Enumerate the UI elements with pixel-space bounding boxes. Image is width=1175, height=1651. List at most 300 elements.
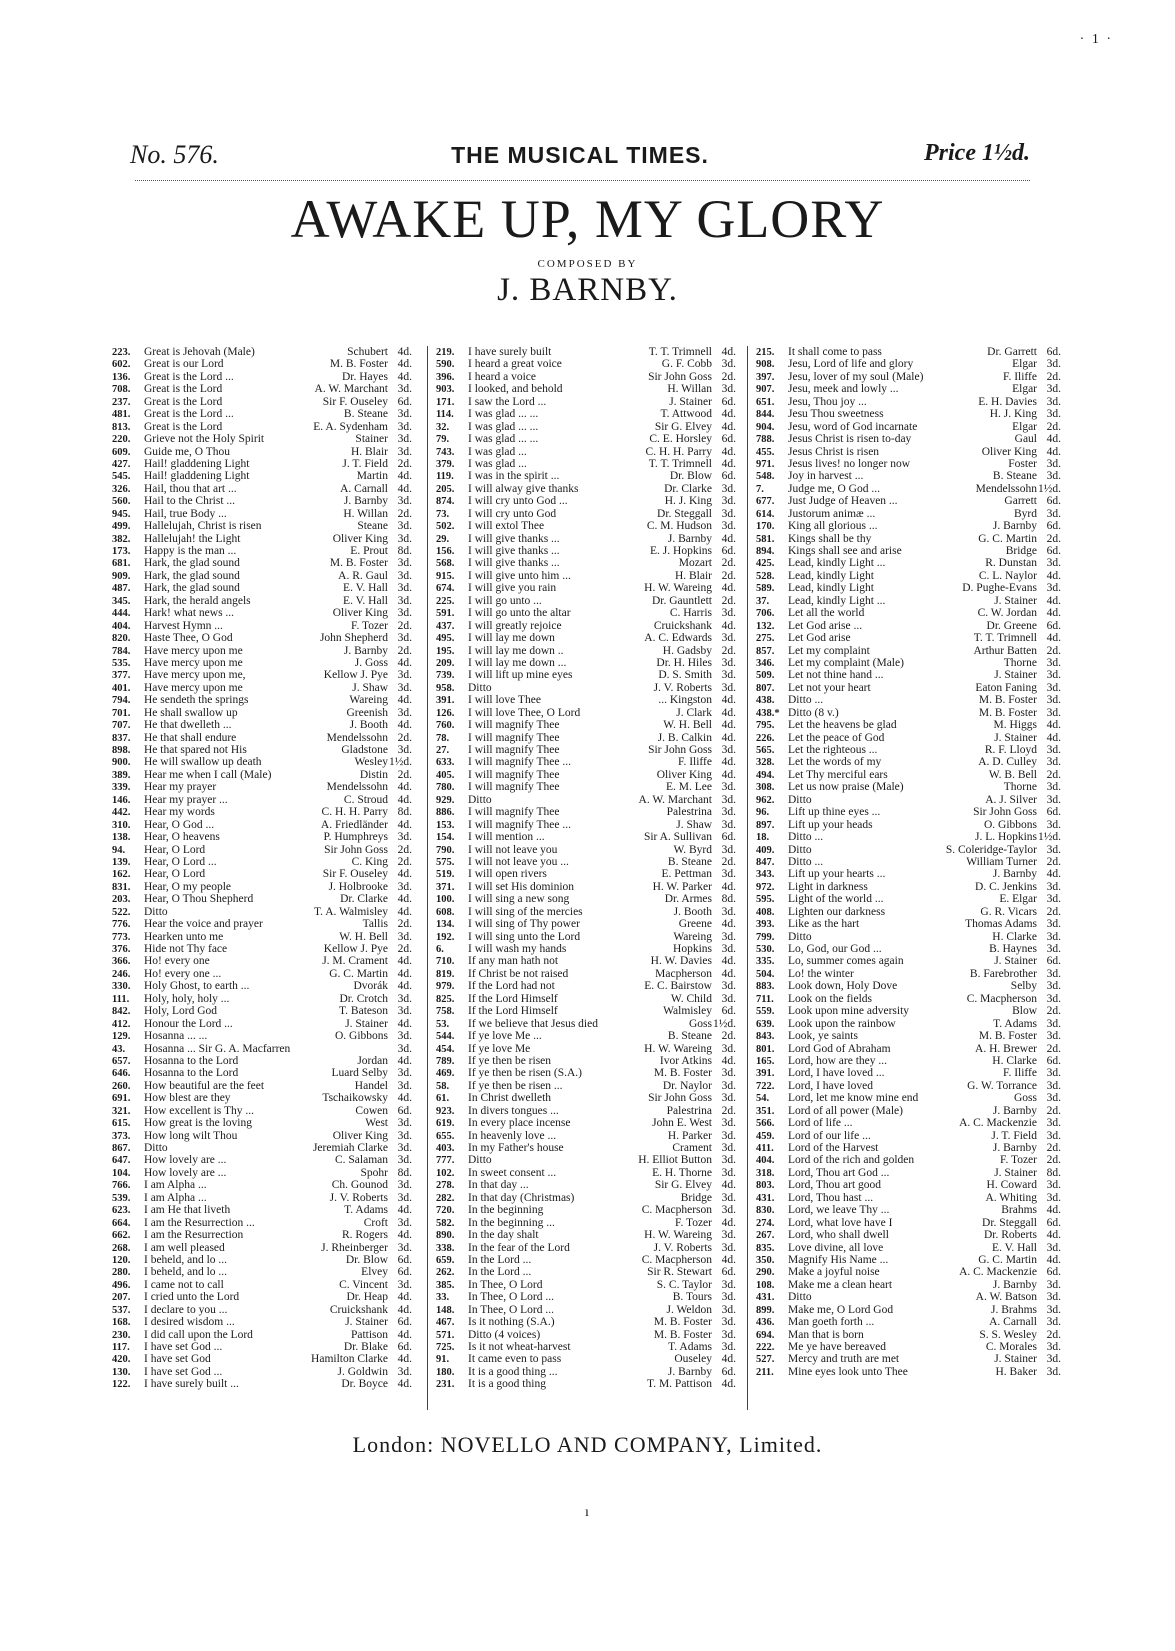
entry-composer: Sir John Goss <box>324 843 388 856</box>
entry-composer: Sir John Goss <box>648 744 712 756</box>
catalogue-entry <box>756 1030 1061 1042</box>
entry-number: 431. <box>756 1192 775 1204</box>
entry-title: I will go unto ... <box>468 594 542 607</box>
entry-number: 180. <box>436 1366 455 1378</box>
catalogue-entry <box>436 1117 736 1129</box>
entry-price: 4d. <box>1046 868 1061 881</box>
entry-price: 3d. <box>1046 1191 1061 1204</box>
entry-title: Hark, the glad sound <box>144 569 240 582</box>
entry-number: 397. <box>756 371 775 383</box>
entry-number: 391. <box>436 695 455 707</box>
catalogue-entry <box>436 906 736 918</box>
entry-title: He will swallow up death <box>144 756 262 769</box>
entry-number: 659. <box>436 1254 455 1266</box>
entry-composer: H. Blair <box>350 445 388 458</box>
catalogue-entry <box>112 1055 412 1067</box>
entry-number: 37. <box>756 595 770 607</box>
entry-composer: T. Adams <box>993 1017 1037 1030</box>
entry-title: If Christ be not raised <box>468 967 569 980</box>
entry-price: 3d. <box>397 1129 412 1142</box>
entry-composer: G. C. Martin <box>978 1253 1037 1266</box>
entry-composer: H. Willan <box>343 507 388 520</box>
entry-price: 3d. <box>1046 967 1061 980</box>
entry-price: 4d. <box>721 346 736 358</box>
entry-title: How excellent is Thy ... <box>144 1104 254 1117</box>
entry-price: 3d. <box>397 420 412 433</box>
entry-number: 32. <box>436 421 450 433</box>
entry-number: 280. <box>112 1267 131 1279</box>
catalogue-entry <box>756 371 1061 383</box>
entry-title: In every place incense <box>468 1117 571 1130</box>
entry-composer: Croft <box>363 1216 388 1229</box>
entry-composer: J. Barnby <box>992 1142 1037 1154</box>
catalogue-entry <box>436 980 736 992</box>
entry-number: 801. <box>756 1043 775 1055</box>
entry-price: 3d. <box>397 1042 412 1055</box>
entry-number: 222. <box>756 1342 775 1353</box>
entry-price: 2d. <box>1046 768 1061 781</box>
entry-price: 3d. <box>1046 1179 1061 1192</box>
catalogue-entry <box>436 470 736 482</box>
entry-title: Great is our Lord <box>144 358 224 371</box>
entry-title: Is it nothing (S.A.) <box>468 1316 555 1329</box>
entry-title: In Christ dwelleth <box>468 1092 552 1105</box>
entry-number: 813. <box>112 421 131 433</box>
entry-number: 290. <box>756 1267 775 1279</box>
catalogue-entry <box>756 1067 1061 1079</box>
catalogue-entry <box>112 595 412 607</box>
entry-composer: H. W. Parker <box>652 880 712 893</box>
entry-composer: M. B. Foster <box>978 694 1037 707</box>
entry-title: I will set His dominion <box>468 880 575 893</box>
entry-number: 929. <box>436 794 455 806</box>
entry-price: 2d. <box>397 457 412 470</box>
catalogue-entry <box>756 881 1061 893</box>
catalogue-entry <box>112 582 412 594</box>
entry-price: 3d. <box>721 1042 736 1055</box>
entry-number: 777. <box>436 1155 455 1167</box>
entry-composer: Sir F. Ouseley <box>322 395 388 408</box>
entry-number: 120. <box>112 1254 131 1266</box>
catalogue-entry <box>112 1142 412 1154</box>
entry-price: 3d. <box>721 1117 736 1130</box>
entry-title: Great is Jehovah (Male) <box>144 346 255 358</box>
catalogue-entry <box>436 582 736 594</box>
entry-price: 3d. <box>1046 1129 1061 1142</box>
catalogue-entry <box>436 1366 736 1378</box>
entry-composer: M. B. Foster <box>978 1030 1037 1043</box>
entry-title: Hear, O God ... <box>144 818 215 831</box>
catalogue-entry <box>436 732 736 744</box>
entry-number: 857. <box>756 645 775 657</box>
entry-price: 3d. <box>721 1067 736 1080</box>
catalogue-entry <box>756 458 1061 470</box>
catalogue-entry <box>112 906 412 918</box>
catalogue-entry <box>436 1018 736 1030</box>
catalogue-entry <box>112 918 412 930</box>
entry-title: Look upon the rainbow <box>788 1017 896 1030</box>
entry-composer: Macpherson <box>655 967 712 980</box>
entry-number: 231. <box>436 1379 455 1391</box>
entry-composer: B. Steane <box>667 1030 712 1043</box>
entry-price: 3d. <box>1046 756 1061 769</box>
entry-composer: E. Pettman <box>661 868 712 881</box>
entry-composer: J. Booth <box>349 719 388 732</box>
entry-composer: J. Holbrooke <box>328 880 388 893</box>
entry-price: 6d. <box>1046 545 1061 557</box>
entry-composer: G. R. Vicars <box>980 905 1037 918</box>
catalogue-column-2 <box>427 346 736 1410</box>
entry-title: Ditto <box>788 843 812 856</box>
entry-number: 119. <box>436 471 454 483</box>
entry-number: 173. <box>112 546 131 557</box>
entry-title: It is a good thing <box>468 1378 546 1391</box>
entry-price: 3d. <box>1046 918 1061 931</box>
entry-price: 6d. <box>1046 495 1061 508</box>
entry-number: 701. <box>112 707 131 719</box>
entry-composer: Dr. Garrett <box>987 346 1037 358</box>
catalogue-entry <box>436 707 736 719</box>
entry-title: I have set God ... <box>144 1341 223 1353</box>
entry-composer: J. Barnby <box>343 644 388 657</box>
entry-title: In that day (Christmas) <box>468 1191 575 1204</box>
entry-price: 3d. <box>721 495 736 508</box>
entry-title: I heard a great voice <box>468 358 562 371</box>
entry-title: I have surely built <box>468 346 552 358</box>
entry-title: Happy is the man ... <box>144 545 237 557</box>
entry-price: 2d. <box>1046 1042 1061 1055</box>
catalogue-entry <box>436 508 736 520</box>
entry-title: In the day shalt <box>468 1229 539 1242</box>
entry-title: Hear my prayer ... <box>144 793 228 806</box>
entry-title: I was glad ... <box>468 457 527 470</box>
catalogue-entry <box>112 533 412 545</box>
catalogue-entry <box>436 495 736 507</box>
entry-composer: Dr. Boyce <box>341 1378 388 1391</box>
catalogue-entry <box>112 806 412 818</box>
catalogue-entry <box>756 707 1061 719</box>
entry-price: 4d. <box>721 532 736 545</box>
entry-price: 3d. <box>1046 992 1061 1005</box>
entry-composer: C. H. H. Parry <box>321 806 388 819</box>
entry-composer: A. W. Batson <box>975 1291 1037 1304</box>
catalogue-entry <box>756 1366 1061 1378</box>
entry-number: 958. <box>436 682 455 694</box>
entry-price: 3d. <box>1046 843 1061 856</box>
entry-composer: Tschaikowsky <box>322 1092 388 1105</box>
entry-composer: A. R. Gaul <box>338 569 388 582</box>
anthem-catalogue <box>112 346 1061 1410</box>
entry-composer: G. C. Martin <box>329 967 388 980</box>
entry-number: 153. <box>436 819 455 831</box>
catalogue-column-1 <box>112 346 412 1410</box>
entry-price: 4d. <box>397 1017 412 1030</box>
catalogue-entry <box>436 1341 736 1353</box>
catalogue-entry <box>112 1117 412 1129</box>
entry-composer: Oliver King <box>332 607 388 620</box>
catalogue-entry <box>112 1179 412 1191</box>
entry-composer: F. Iliffe <box>1002 370 1037 383</box>
entry-composer: H. Elliot Button <box>638 1154 712 1167</box>
catalogue-entry <box>112 682 412 694</box>
catalogue-entry <box>112 632 412 644</box>
entry-composer: Hopkins <box>673 943 712 955</box>
entry-title: Justorum animæ ... <box>788 507 876 520</box>
entry-composer: R. F. Lloyd <box>984 744 1037 756</box>
catalogue-entry <box>756 1130 1061 1142</box>
entry-composer: E. J. Hopkins <box>650 545 712 557</box>
catalogue-entry <box>112 993 412 1005</box>
entry-title: I have surely built ... <box>144 1378 239 1391</box>
entry-composer: G. F. Cobb <box>661 358 712 371</box>
entry-number: 886. <box>436 807 455 819</box>
entry-price: 3d. <box>721 681 736 694</box>
entry-composer: Dr. Armes <box>664 893 712 906</box>
entry-price: 4d. <box>397 358 412 371</box>
entry-number: 571. <box>436 1329 455 1341</box>
catalogue-entry <box>436 1266 736 1278</box>
catalogue-entry <box>756 657 1061 669</box>
entry-price: 3d. <box>1046 1291 1061 1304</box>
catalogue-entry <box>756 856 1061 868</box>
entry-number: 544. <box>436 1031 455 1043</box>
entry-number: 209. <box>436 657 455 669</box>
entry-number: 385. <box>436 1279 455 1291</box>
entry-price: 4d. <box>397 967 412 980</box>
catalogue-entry <box>112 1204 412 1216</box>
entry-composer: J. Stainer <box>994 594 1037 607</box>
entry-composer: J. T. Field <box>342 457 388 470</box>
entry-title: Hosanna ... ... <box>144 1030 208 1043</box>
entry-number: 409. <box>756 844 775 856</box>
catalogue-entry <box>436 1142 736 1154</box>
entry-title: Mine eyes look unto Thee <box>788 1365 908 1378</box>
entry-price: 3d. <box>1046 1017 1061 1030</box>
entry-number: 154. <box>436 832 455 844</box>
entry-composer: J. Barnby <box>992 1278 1037 1291</box>
entry-composer: J. Shaw <box>352 681 388 694</box>
entry-price: 2d. <box>721 644 736 657</box>
entry-composer: T. A. Walmisley <box>313 905 388 918</box>
catalogue-entry <box>756 620 1061 632</box>
entry-composer: H. Coward <box>986 1179 1037 1192</box>
entry-number: 657. <box>112 1055 131 1067</box>
entry-number: 639. <box>756 1018 775 1030</box>
entry-composer: R. Rogers <box>342 1229 388 1242</box>
entry-number: 909. <box>112 570 131 582</box>
catalogue-entry <box>112 607 412 619</box>
entry-title: Hail, thou that art ... <box>144 482 237 495</box>
entry-price: 4d. <box>721 731 736 744</box>
entry-title: Ditto <box>788 1291 812 1304</box>
entry-composer: M. B. Foster <box>653 1328 712 1341</box>
entry-composer: J. Goldwin <box>337 1365 388 1378</box>
catalogue-entry <box>436 371 736 383</box>
entry-composer: Bridge <box>1005 545 1037 557</box>
entry-composer: E. C. Bairstow <box>644 980 712 993</box>
entry-price: 3d. <box>721 1291 736 1304</box>
entry-title: Jesu, Thou joy ... <box>788 395 867 408</box>
entry-title: Hear my prayer <box>144 781 217 794</box>
entry-title: Hear, O Thou Shepherd <box>144 893 254 906</box>
entry-composer: Sir John Goss <box>648 370 712 383</box>
catalogue-entry <box>112 1005 412 1017</box>
catalogue-entry <box>112 1353 412 1365</box>
entry-composer: H. W. Davies <box>650 955 712 968</box>
entry-price: 6d. <box>397 1341 412 1353</box>
entry-price: 2d. <box>1046 532 1061 545</box>
entry-title: I will lift up mine eyes <box>468 669 573 682</box>
entry-title: I will magnify Thee ... <box>468 756 571 769</box>
entry-composer: H. Clarke <box>992 1054 1037 1067</box>
entry-number: 78. <box>436 732 450 744</box>
entry-number: 502. <box>436 521 455 533</box>
entry-title: Ditto ... <box>788 694 824 707</box>
catalogue-entry <box>436 1092 736 1104</box>
entry-price: 3d. <box>1046 1303 1061 1316</box>
entry-composer: Elgar <box>1012 383 1037 396</box>
entry-composer: Elgar <box>1012 358 1037 371</box>
entry-composer: Wesley <box>354 756 388 769</box>
entry-price: 3d. <box>397 1278 412 1291</box>
entry-title: I am the Resurrection ... <box>144 1216 255 1229</box>
entry-price: 3d. <box>721 1079 736 1092</box>
entry-price: 3d. <box>721 607 736 620</box>
entry-title: In sweet consent ... <box>468 1166 557 1179</box>
entry-price: 6d. <box>721 470 736 483</box>
entry-price: 1½d. <box>713 1017 736 1030</box>
entry-number: 819. <box>436 968 455 980</box>
entry-price: 2d. <box>721 855 736 868</box>
entry-number: 130. <box>112 1366 131 1378</box>
entry-title: Lo! the winter <box>788 967 854 980</box>
entry-title: Great is the Lord ... <box>144 370 234 383</box>
entry-number: 711. <box>756 993 774 1005</box>
entry-title: I will not leave you <box>468 843 558 856</box>
entry-composer: C. Macpherson <box>966 992 1037 1005</box>
entry-title: In heavenly love ... <box>468 1129 557 1142</box>
entry-number: 373. <box>112 1130 131 1142</box>
entry-price: 6d. <box>397 1316 412 1329</box>
entry-title: He shall swallow up <box>144 706 238 719</box>
entry-title: Let us now praise (Male) <box>788 781 904 794</box>
entry-price: 3d. <box>721 482 736 495</box>
entry-title: Mercy and truth are met <box>788 1353 900 1366</box>
entry-price: 3d. <box>721 1328 736 1341</box>
entry-composer: M. Higgs <box>993 719 1037 732</box>
entry-title: I will magnify Thee <box>468 744 560 756</box>
entry-title: Magnify His Name ... <box>788 1253 889 1266</box>
entry-price: 3d. <box>721 656 736 669</box>
entry-composer: H. Clarke <box>992 930 1037 943</box>
entry-price: 4d. <box>721 408 736 421</box>
catalogue-entry <box>436 856 736 868</box>
catalogue-entry <box>756 1217 1061 1229</box>
entry-price: 4d. <box>721 706 736 719</box>
entry-number: 219. <box>436 347 455 358</box>
entry-title: Lo, summer comes again <box>788 955 904 968</box>
catalogue-entry <box>756 1329 1061 1341</box>
entry-price: 6d. <box>1046 1054 1061 1067</box>
entry-price: 2d. <box>721 594 736 607</box>
entry-composer: W. Byrd <box>673 843 712 856</box>
catalogue-entry <box>436 1055 736 1067</box>
entry-price: 4d. <box>397 893 412 906</box>
catalogue-entry <box>436 931 736 943</box>
catalogue-entry <box>112 1316 412 1328</box>
catalogue-entry <box>756 1304 1061 1316</box>
entry-title: Holy, Lord God <box>144 1005 218 1018</box>
entry-title: Hear, O my people <box>144 880 232 893</box>
catalogue-entry <box>436 831 736 843</box>
catalogue-entry <box>756 557 1061 569</box>
entry-composer: John Shepherd <box>319 632 388 645</box>
entry-price: 3d. <box>397 433 412 446</box>
entry-price: 4d. <box>1046 445 1061 458</box>
catalogue-entry <box>112 707 412 719</box>
entry-number: 262. <box>436 1267 455 1279</box>
entry-price: 2d. <box>1046 1104 1061 1117</box>
entry-number: 662. <box>112 1230 131 1242</box>
entry-number: 720. <box>436 1205 455 1217</box>
entry-price: 2d. <box>397 918 412 931</box>
entry-title: I will give thanks ... <box>468 545 560 557</box>
entry-composer: Thorne <box>1003 781 1037 794</box>
entry-number: 548. <box>756 471 775 483</box>
entry-title: Let all the world <box>788 607 865 620</box>
entry-title: Hear, O Lord <box>144 843 206 856</box>
composed-by-label: COMPOSED BY <box>537 258 638 270</box>
entry-title: Lift up your hearts ... <box>788 868 886 881</box>
catalogue-entry <box>436 1130 736 1142</box>
entry-composer: C. King <box>351 855 388 868</box>
entry-composer: Goss <box>688 1017 712 1030</box>
entry-composer: A. C. Mackenzie <box>959 1266 1037 1279</box>
entry-composer: W. H. Bell <box>663 719 712 732</box>
entry-price: 2d. <box>397 507 412 520</box>
entry-composer: H. J. King <box>664 495 712 508</box>
entry-price: 2d. <box>397 843 412 856</box>
catalogue-entry <box>112 856 412 868</box>
entry-title: In my Father's house <box>468 1142 564 1154</box>
entry-title: Great is the Lord ... <box>144 408 234 421</box>
entry-title: Ditto (4 voices) <box>468 1328 541 1341</box>
entry-price: 3d. <box>397 831 412 844</box>
entry-title: In the Lord ... <box>468 1266 532 1279</box>
entry-price: 3d. <box>721 1154 736 1167</box>
entry-composer: M. B. Foster <box>653 1316 712 1329</box>
entry-composer: S. S. Wesley <box>979 1328 1037 1341</box>
catalogue-entry <box>436 433 736 445</box>
entry-title: Lord, let me know mine end <box>788 1092 919 1105</box>
entry-title: Great is the Lord <box>144 383 223 396</box>
entry-number: 29. <box>436 533 450 545</box>
entry-title: Hark, the glad sound <box>144 582 240 595</box>
entry-number: 898. <box>112 745 131 756</box>
entry-price: 6d. <box>721 1266 736 1279</box>
entry-price: 3d. <box>1046 706 1061 719</box>
entry-number: 615. <box>112 1118 131 1130</box>
entry-number: 129. <box>112 1031 131 1043</box>
entry-title: Lord, I have loved ... <box>788 1067 885 1080</box>
entry-number: 207. <box>112 1292 131 1304</box>
catalogue-entry <box>756 1080 1061 1092</box>
entry-composer: West <box>365 1117 388 1130</box>
entry-price: 3d. <box>397 1216 412 1229</box>
entry-number: 837. <box>112 732 131 744</box>
entry-number: 122. <box>112 1379 131 1391</box>
catalogue-entry <box>756 1242 1061 1254</box>
